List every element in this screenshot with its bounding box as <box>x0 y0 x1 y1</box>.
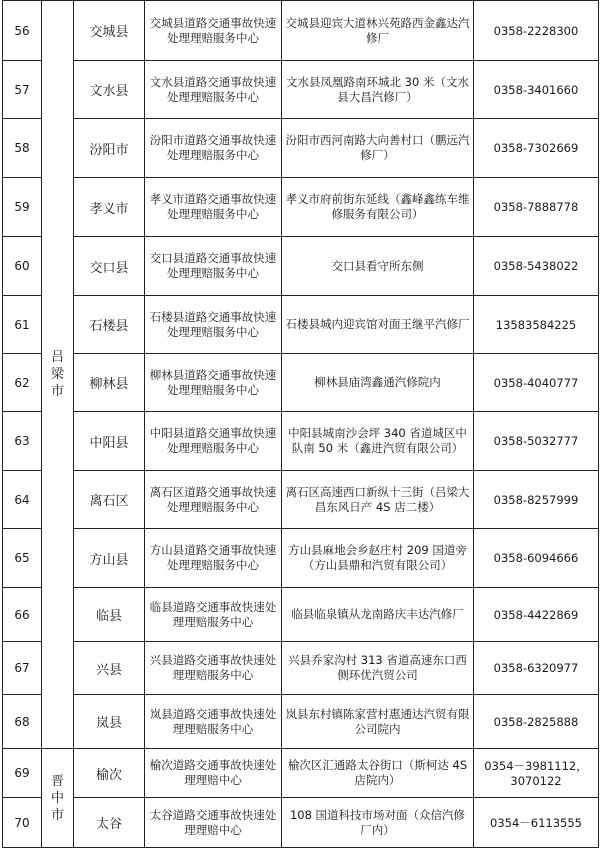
center-cell: 岚县道路交通事故快速处理理赔服务中心 <box>145 695 282 749</box>
county-cell: 兴县 <box>74 642 145 695</box>
address-cell: 石楼县城内迎宾馆对面王继平汽修厂 <box>282 296 474 354</box>
table-row <box>3 296 599 354</box>
phone-cell: 0358-7302669 <box>474 119 599 178</box>
county-cell: 孝义市 <box>74 178 145 237</box>
phone-cell: 0358-6094666 <box>474 529 599 588</box>
table-row <box>3 642 599 695</box>
row-number: 67 <box>3 642 42 695</box>
row-number: 68 <box>3 695 42 749</box>
phone-cell <box>474 749 599 798</box>
table-row <box>3 354 599 412</box>
center-cell: 孝义市道路交通事故快速处理理赔服务中心 <box>145 178 282 237</box>
row-number: 58 <box>3 119 42 178</box>
center-cell: 交口县道路交通事故快速处理理赔服务中心 <box>145 237 282 296</box>
table-row <box>3 695 599 749</box>
center-cell: 柳林县道路交通事故快速处理理赔服务中心 <box>145 354 282 412</box>
center-cell: 中阳县道路交通事故快速处理理赔服务中心 <box>145 412 282 471</box>
service-center-table <box>2 0 599 848</box>
table-row <box>3 588 599 642</box>
row-number: 69 <box>3 749 42 798</box>
address-cell: 方山县麻地会乡赵庄村 209 国道旁（方山县鼎和汽贸有限公司） <box>282 529 474 588</box>
table-row <box>3 119 599 178</box>
address-cell: 文水县凤凰路南环城北 30 米（文水县大昌汽修厂） <box>282 61 474 119</box>
county-cell: 交口县 <box>74 237 145 296</box>
county-cell: 交城县 <box>74 1 145 61</box>
row-number: 65 <box>3 529 42 588</box>
phone-cell: 0358-8257999 <box>474 471 599 529</box>
phone-cell: 0358-7888778 <box>474 178 599 237</box>
address-cell: 交口县看守所东侧 <box>282 237 474 296</box>
table-row <box>3 237 599 296</box>
address-cell: 孝义市府前街东延线（鑫峰鑫练车维修服务有限公司） <box>282 178 474 237</box>
county-cell: 临县 <box>74 588 145 642</box>
county-cell: 太谷 <box>74 798 145 848</box>
phone-cell: 0358-4422869 <box>474 588 599 642</box>
center-cell: 离石区道路交通事故快速处理理赔服务中心 <box>145 471 282 529</box>
center-cell: 方山县道路交通事故快速处理理赔服务中心 <box>145 529 282 588</box>
address-cell: 兴县乔家沟村 313 省道高速东口西侧环优汽贸公司 <box>282 642 474 695</box>
center-cell: 临县道路交通事故快速处理理赔服务中心 <box>145 588 282 642</box>
phone-cell: 0358-2228300 <box>474 1 599 61</box>
phone-cell: 0358-5032777 <box>474 412 599 471</box>
center-cell: 石楼县道路交通事故快速处理理赔服务中心 <box>145 296 282 354</box>
row-number: 63 <box>3 412 42 471</box>
row-number: 59 <box>3 178 42 237</box>
county-cell: 汾阳市 <box>74 119 145 178</box>
row-number: 57 <box>3 61 42 119</box>
table-row <box>3 749 599 798</box>
row-number: 66 <box>3 588 42 642</box>
row-number: 56 <box>3 1 42 61</box>
county-cell: 中阳县 <box>74 412 145 471</box>
table-row <box>3 61 599 119</box>
table-row <box>3 1 599 61</box>
row-number: 62 <box>3 354 42 412</box>
table-row <box>3 471 599 529</box>
row-number: 64 <box>3 471 42 529</box>
phone-cell: 0358-2825888 <box>474 695 599 749</box>
address-cell: 交城县迎宾大道林兴苑路西金鑫达汽修厂 <box>282 1 474 61</box>
address-cell: 临县临泉镇从龙南路庆丰达汽修厂 <box>282 588 474 642</box>
table-row <box>3 412 599 471</box>
county-cell: 方山县 <box>74 529 145 588</box>
address-cell: 离石区高速西口新纵十三街（吕梁大昌东风日产 4S 店二楼） <box>282 471 474 529</box>
table-row <box>3 529 599 588</box>
center-cell: 太谷道路交通事故快速处理理赔中心 <box>145 798 282 848</box>
city-cell <box>42 1 74 749</box>
city-name: 吕梁市 <box>50 350 64 399</box>
center-cell: 榆次道路交通事故快速处理理赔中心 <box>145 749 282 798</box>
row-number: 60 <box>3 237 42 296</box>
phone-cell: 0354－6113555 <box>474 798 599 848</box>
address-cell: 柳林县庙湾鑫通汽修院内 <box>282 354 474 412</box>
county-cell: 石楼县 <box>74 296 145 354</box>
county-cell: 离石区 <box>74 471 145 529</box>
phone-cell: 0358-6320977 <box>474 642 599 695</box>
address-cell: 中阳县城南沙会坪 340 省道城区中队南 50 米（鑫进汽贸有限公司） <box>282 412 474 471</box>
city-name: 晋中市 <box>50 773 64 823</box>
county-cell: 文水县 <box>74 61 145 119</box>
phone-text: 0354－3981112， 3070122 <box>484 759 588 788</box>
county-cell: 榆次 <box>74 749 145 798</box>
address-cell: 榆次区汇通路太谷街口（斯柯达 4S 店院内） <box>282 749 474 798</box>
center-cell: 兴县道路交通事故快速处理理赔服务中心 <box>145 642 282 695</box>
table-row <box>3 178 599 237</box>
center-cell: 汾阳市道路交通事故快速处理理赔服务中心 <box>145 119 282 178</box>
row-number: 61 <box>3 296 42 354</box>
center-cell: 文水县道路交通事故快速处理理赔服务中心 <box>145 61 282 119</box>
center-cell: 交城县道路交通事故快速处理理赔服务中心 <box>145 1 282 61</box>
phone-cell: 0358-3401660 <box>474 61 599 119</box>
row-number: 70 <box>3 798 42 848</box>
table-row <box>3 798 599 848</box>
address-cell: 岚县东村镇陈家营村惠通达汽贸有限公司院内 <box>282 695 474 749</box>
phone-cell: 13583584225 <box>474 296 599 354</box>
address-cell: 汾阳市西河南路大向善村口（鹏远汽修厂） <box>282 119 474 178</box>
county-cell: 岚县 <box>74 695 145 749</box>
county-cell: 柳林县 <box>74 354 145 412</box>
phone-cell: 0358-4040777 <box>474 354 599 412</box>
city-cell <box>42 749 74 848</box>
phone-cell: 0358-5438022 <box>474 237 599 296</box>
address-cell: 108 国道科技市场对面（众信汽修厂内） <box>282 798 474 848</box>
